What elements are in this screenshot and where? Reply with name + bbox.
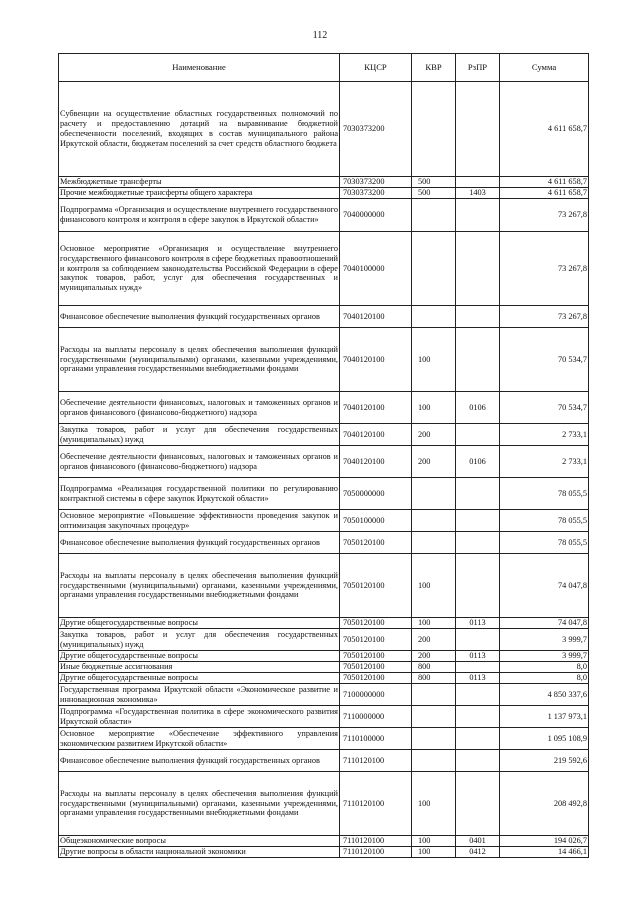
row-rzpr-cell	[456, 177, 500, 188]
row-rzpr-cell	[456, 82, 500, 177]
row-sum-cell: 4 611 658,7	[500, 188, 589, 199]
header-rzpr: РзПР	[456, 54, 500, 82]
row-kcsr-cell: 7050120100	[340, 532, 412, 554]
row-kcsr-cell: 7050120100	[340, 618, 412, 629]
row-kcsr-cell: 7050120100	[340, 554, 412, 618]
row-sum-cell: 8,0	[500, 662, 589, 673]
row-kvr-cell	[412, 306, 456, 328]
row-name-cell: Закупка товаров, работ и услуг для обеспечения государственных (муниципальных) нужд	[60, 629, 338, 649]
row-kvr-cell: 800	[412, 673, 456, 684]
row-kcsr-cell: 7030373200	[340, 82, 412, 177]
row-rzpr-cell: 0113	[456, 673, 500, 684]
row-kcsr-cell: 7030373200	[340, 188, 412, 199]
row-name-cell: Закупка товаров, работ и услуг для обеспечения государственных (муниципальных) нужд	[60, 424, 338, 444]
row-rzpr-cell	[456, 328, 500, 392]
row-name-cell: Финансовое обеспечение выполнения функций государственных органов	[59, 750, 340, 772]
row-sum-cell: 78 055,5	[500, 478, 589, 510]
row-kvr-cell: 500	[412, 188, 456, 199]
header-name: Наименование	[59, 54, 340, 82]
row-sum-cell: 3 999,7	[500, 651, 589, 662]
row-kcsr-cell: 7040120100	[340, 446, 412, 478]
row-sum-cell: 73 267,8	[500, 232, 589, 306]
table-row	[59, 684, 589, 706]
row-rzpr-cell	[456, 424, 500, 446]
row-rzpr-cell	[456, 306, 500, 328]
row-name-cell: Прочие межбюджетные трансферты общего характера	[59, 188, 340, 199]
row-kvr-cell: 100	[412, 772, 456, 836]
table-row	[59, 706, 589, 728]
row-sum-cell: 2 733,1	[500, 446, 589, 478]
row-rzpr-cell: 0113	[456, 651, 500, 662]
table-row	[59, 188, 589, 199]
table-row	[59, 618, 589, 629]
row-name-cell: Расходы на выплаты персоналу в целях обеспечения выполнения функций государственными (муниципальными) органами, казенными учреждениями, органами управления государственными внебюджетными фондами	[59, 328, 340, 392]
row-kvr-cell: 500	[412, 177, 456, 188]
row-kvr-cell	[412, 510, 456, 532]
table-row	[59, 446, 589, 478]
row-kcsr-cell: 7110120100	[340, 836, 412, 847]
row-kcsr-cell: 7110000000	[340, 706, 412, 728]
table-row	[59, 232, 589, 306]
row-sum-cell: 14 466,1	[500, 847, 589, 858]
row-rzpr-cell	[456, 706, 500, 728]
row-kvr-cell: 100	[412, 392, 456, 424]
row-name-cell: Основное мероприятие «Повышение эффективности проведения закупок и оптимизация закупочных процедур»	[60, 510, 338, 530]
row-name-cell: Государственная программа Иркутской области «Экономическое развитие и инновационная экономика»	[60, 684, 338, 704]
row-kvr-cell	[412, 728, 456, 750]
row-kvr-cell: 200	[412, 424, 456, 446]
row-name-cell: Основное мероприятие «Обеспечение эффективного управления экономическим развитием Иркутской области»	[60, 728, 338, 748]
row-kcsr-cell: 7040000000	[340, 199, 412, 232]
row-sum-cell: 70 534,7	[500, 328, 589, 392]
table-row	[59, 750, 589, 772]
table-row	[59, 728, 589, 750]
row-name-cell: Другие общегосударственные вопросы	[59, 618, 340, 629]
row-kvr-cell: 100	[412, 554, 456, 618]
row-kvr-cell	[412, 750, 456, 772]
row-name-cell: Расходы на выплаты персоналу в целях обеспечения выполнения функций государственными (муниципальными) органами, казенными учреждениями, органами управления государственными внебюджетными фондами	[59, 772, 340, 836]
table-row	[59, 392, 589, 424]
row-sum-cell: 78 055,5	[500, 510, 589, 532]
page-number: 112	[312, 30, 328, 41]
row-rzpr-cell	[456, 684, 500, 706]
row-sum-cell: 74 047,8	[500, 618, 589, 629]
row-name-cell: Подпрограмма «Организация и осуществление внутреннего государственного финансового контроля и контроля в сфере закупок в Иркутской области»	[59, 199, 340, 232]
row-kcsr-cell: 7040120100	[340, 306, 412, 328]
row-name-cell: Подпрограмма «Государственная политика в сфере экономического развития Иркутской области»	[60, 706, 338, 726]
row-name-cell: Другие вопросы в области национальной экономики	[59, 847, 340, 858]
row-rzpr-cell	[456, 629, 500, 651]
row-rzpr-cell	[456, 232, 500, 306]
row-rzpr-cell: 0412	[456, 847, 500, 858]
row-rzpr-cell	[456, 510, 500, 532]
row-kcsr-cell: 7050120100	[340, 673, 412, 684]
row-kcsr-cell: 7040120100	[340, 328, 412, 392]
row-rzpr-cell: 0113	[456, 618, 500, 629]
row-sum-cell: 1 137 973,1	[500, 706, 589, 728]
table-row	[59, 629, 589, 651]
row-sum-cell: 74 047,8	[500, 554, 589, 618]
row-sum-cell: 8,0	[500, 673, 589, 684]
row-kcsr-cell: 7110100000	[340, 728, 412, 750]
row-name-cell: Финансовое обеспечение выполнения функций государственных органов	[59, 306, 340, 328]
row-kvr-cell	[412, 706, 456, 728]
table-header-row	[59, 54, 589, 82]
row-sum-cell: 1 095 108,9	[500, 728, 589, 750]
row-sum-cell: 4 850 337,6	[500, 684, 589, 706]
row-name-cell: Другие общегосударственные вопросы	[59, 651, 340, 662]
row-kvr-cell: 100	[412, 836, 456, 847]
row-kvr-cell: 100	[412, 618, 456, 629]
row-name-cell: Расходы на выплаты персоналу в целях обеспечения выполнения функций государственными (муниципальными) органами, казенными учреждениями, органами управления государственными внебюджетными фондами	[59, 554, 340, 618]
row-sum-cell: 219 592,6	[500, 750, 589, 772]
row-rzpr-cell	[456, 750, 500, 772]
row-name-cell: Обеспечение деятельности финансовых, налоговых и таможенных органов и органов финансового (финансово-бюджетного) надзора	[59, 392, 340, 424]
row-rzpr-cell: 0401	[456, 836, 500, 847]
row-kcsr-cell: 7030373200	[340, 177, 412, 188]
header-kvr: КВР	[412, 54, 456, 82]
row-kvr-cell: 800	[412, 662, 456, 673]
row-name-cell: Общеэкономические вопросы	[59, 836, 340, 847]
row-name-cell: Другие общегосударственные вопросы	[59, 673, 340, 684]
table-row	[59, 847, 589, 858]
row-sum-cell: 194 026,7	[500, 836, 589, 847]
row-kcsr-cell: 7050120100	[340, 629, 412, 651]
row-kvr-cell	[412, 532, 456, 554]
table-row	[59, 424, 589, 446]
table-row	[59, 651, 589, 662]
row-sum-cell: 73 267,8	[500, 306, 589, 328]
row-kcsr-cell: 7050100000	[340, 510, 412, 532]
table-row	[59, 478, 589, 510]
row-kvr-cell: 200	[412, 629, 456, 651]
table-row	[59, 532, 589, 554]
row-kvr-cell: 200	[412, 446, 456, 478]
row-rzpr-cell	[456, 772, 500, 836]
row-kvr-cell: 200	[412, 651, 456, 662]
row-name-cell: Иные бюджетные ассигнования	[59, 662, 340, 673]
row-name-cell: Межбюджетные трансферты	[59, 177, 340, 188]
table-body	[59, 82, 589, 858]
row-kcsr-cell: 7040100000	[340, 232, 412, 306]
row-name-cell: Обеспечение деятельности финансовых, налоговых и таможенных органов и органов финансового (финансово-бюджетного) надзора	[59, 446, 340, 478]
table-row	[59, 662, 589, 673]
row-rzpr-cell	[456, 662, 500, 673]
row-sum-cell: 73 267,8	[500, 199, 589, 232]
row-kvr-cell	[412, 478, 456, 510]
table-row	[59, 328, 589, 392]
row-kvr-cell	[412, 199, 456, 232]
row-name-cell: Субвенции на осуществление областных государственных полномочий по расчету и предоставлению дотаций на выравнивание бюджетной обеспеченности поселений, входящих в состав муниципального района Иркутской области, бюджетам поселений за счет средств областного бюджета	[59, 82, 340, 177]
row-rzpr-cell	[456, 554, 500, 618]
row-kcsr-cell: 7110120100	[340, 772, 412, 836]
row-sum-cell: 4 611 658,7	[500, 82, 589, 177]
row-sum-cell: 4 611 658,7	[500, 177, 589, 188]
header-sum: Сумма	[500, 54, 589, 82]
table-row	[59, 836, 589, 847]
row-name-cell: Подпрограмма «Реализация государственной политики по регулированию контрактной системы в сфере закупок Иркутской области»	[59, 478, 340, 510]
row-name-cell: Основное мероприятие «Организация и осуществление внутреннего государственного финансового контроля в сфере бюджетных правоотношений и контроля за соблюдением законодательства Российской Федерации в сфере закупок товаров, работ, услуг для обеспечения государственных и муниципальных нужд»	[59, 232, 340, 306]
row-rzpr-cell: 0106	[456, 446, 500, 478]
row-kcsr-cell: 7110120100	[340, 750, 412, 772]
header-kcsr: КЦСР	[340, 54, 412, 82]
table-row	[59, 673, 589, 684]
row-kvr-cell: 100	[412, 328, 456, 392]
row-rzpr-cell	[456, 532, 500, 554]
row-name-cell: Финансовое обеспечение выполнения функций государственных органов	[59, 532, 340, 554]
row-kcsr-cell: 7050120100	[340, 651, 412, 662]
row-rzpr-cell	[456, 478, 500, 510]
row-kvr-cell	[412, 82, 456, 177]
row-kcsr-cell: 7040120100	[340, 392, 412, 424]
row-sum-cell: 3 999,7	[500, 629, 589, 651]
row-rzpr-cell: 1403	[456, 188, 500, 199]
table-row	[59, 510, 589, 532]
row-sum-cell: 208 492,8	[500, 772, 589, 836]
row-kcsr-cell: 7040120100	[340, 424, 412, 446]
row-kvr-cell	[412, 232, 456, 306]
row-sum-cell: 2 733,1	[500, 424, 589, 446]
table-row	[59, 772, 589, 836]
row-kcsr-cell: 7050000000	[340, 478, 412, 510]
table-row	[59, 554, 589, 618]
row-kvr-cell	[412, 684, 456, 706]
budget-table	[58, 53, 589, 858]
table-row	[59, 199, 589, 232]
row-sum-cell: 70 534,7	[500, 392, 589, 424]
row-kcsr-cell: 7100000000	[340, 684, 412, 706]
table-row	[59, 306, 589, 328]
row-rzpr-cell	[456, 728, 500, 750]
row-kcsr-cell: 7110120100	[340, 847, 412, 858]
row-sum-cell: 78 055,5	[500, 532, 589, 554]
table-row	[59, 177, 589, 188]
row-kcsr-cell: 7050120100	[340, 662, 412, 673]
row-rzpr-cell	[456, 199, 500, 232]
table-row	[59, 82, 589, 177]
row-rzpr-cell: 0106	[456, 392, 500, 424]
row-kvr-cell: 100	[412, 847, 456, 858]
